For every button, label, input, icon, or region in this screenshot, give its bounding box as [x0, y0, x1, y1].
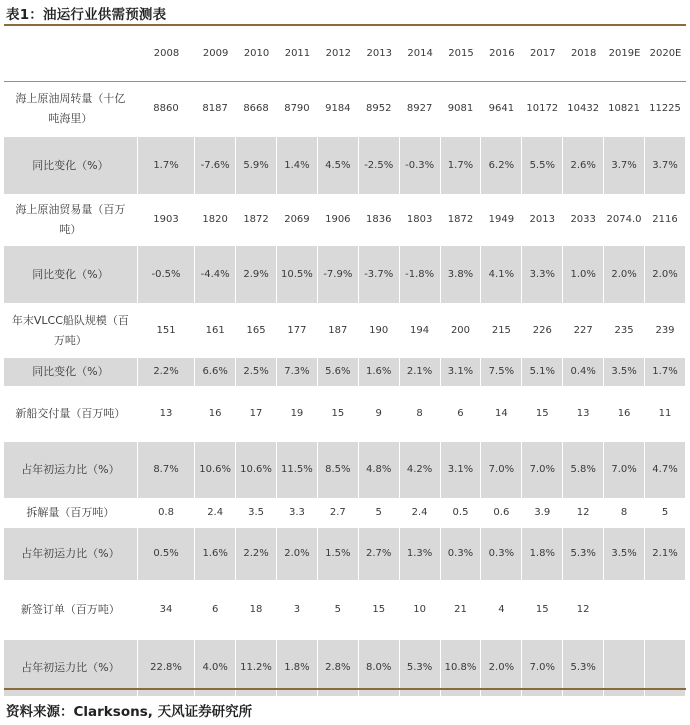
table-cell: 8187	[195, 82, 236, 137]
table-cell: 1.7%	[441, 137, 482, 195]
table-cell: 10.8%	[441, 640, 482, 697]
header-cell-year: 2012	[318, 26, 359, 82]
table-cell: 2.0%	[481, 640, 522, 697]
table-cell: 11.2%	[236, 640, 277, 697]
table-cell: 2.2%	[138, 358, 195, 387]
table-cell: 1.7%	[138, 137, 195, 195]
table-cell: 8.5%	[318, 442, 359, 499]
table-cell: 0.5	[441, 499, 482, 528]
table-cell: 4.5%	[318, 137, 359, 195]
table-cell: 8790	[277, 82, 318, 137]
table-cell: 3.5%	[604, 528, 645, 581]
table-cell: 11	[645, 387, 686, 442]
table-cell: 13	[138, 387, 195, 442]
table-row	[4, 246, 686, 304]
row-label: 拆解量（百万吨）	[4, 499, 138, 528]
table-cell: 1836	[359, 195, 400, 246]
header-cell-year: 2020E	[645, 26, 686, 82]
table-cell: 3.7%	[604, 137, 645, 195]
row-label: 新船交付量（百万吨）	[4, 387, 138, 442]
table-cell: 2.1%	[400, 358, 441, 387]
table-row	[4, 387, 686, 442]
table-cell: 227	[563, 304, 604, 358]
table-cell: 11.5%	[277, 442, 318, 499]
header-cell-year: 2016	[481, 26, 522, 82]
table-row	[4, 195, 686, 246]
table-cell: 15	[359, 581, 400, 640]
table-cell	[645, 581, 686, 640]
table-cell: 12	[563, 499, 604, 528]
table-cell: 215	[481, 304, 522, 358]
table-cell: 4.7%	[645, 442, 686, 499]
table-cell: 239	[645, 304, 686, 358]
table-cell: 10821	[604, 82, 645, 137]
table-cell: 190	[359, 304, 400, 358]
table-cell: 1872	[236, 195, 277, 246]
bottom-rule	[4, 688, 686, 690]
table-cell: 0.8	[138, 499, 195, 528]
table-cell: 2069	[277, 195, 318, 246]
row-label: 占年初运力比（%）	[4, 528, 138, 581]
table-cell: 2.0%	[645, 246, 686, 304]
table-row	[4, 358, 686, 387]
table-cell: 8	[400, 387, 441, 442]
table-cell: 9	[359, 387, 400, 442]
table-cell: 2.4	[195, 499, 236, 528]
table-cell: 3.8%	[441, 246, 482, 304]
table-cell: 34	[138, 581, 195, 640]
table-row	[4, 442, 686, 499]
table-cell: 226	[522, 304, 563, 358]
table-cell: 7.5%	[481, 358, 522, 387]
table-cell: 1949	[481, 195, 522, 246]
table-cell: 7.0%	[522, 640, 563, 697]
table-row	[4, 304, 686, 358]
table-cell: 5.3%	[563, 528, 604, 581]
table-cell: 7.0%	[481, 442, 522, 499]
table-cell: 2.7%	[359, 528, 400, 581]
table-cell: 17	[236, 387, 277, 442]
table-cell: 8.0%	[359, 640, 400, 697]
table-cell: 5.3%	[563, 640, 604, 697]
table-cell: 16	[604, 387, 645, 442]
header-cell-year: 2014	[400, 26, 441, 82]
header-cell-year: 2011	[277, 26, 318, 82]
table-cell: 2.0%	[604, 246, 645, 304]
table-cell: 2116	[645, 195, 686, 246]
table-row	[4, 137, 686, 195]
table-cell: 5.3%	[400, 640, 441, 697]
table-cell: 0.6	[481, 499, 522, 528]
table-cell: 8668	[236, 82, 277, 137]
table-cell: 10432	[563, 82, 604, 137]
table-cell: 15	[522, 387, 563, 442]
table-cell: 8860	[138, 82, 195, 137]
table-cell: 15	[318, 387, 359, 442]
table-cell: 1.8%	[522, 528, 563, 581]
table-cell: 5	[318, 581, 359, 640]
row-label: 新签订单（百万吨）	[4, 581, 138, 640]
table-cell: 194	[400, 304, 441, 358]
table-row	[4, 528, 686, 581]
table-cell: 1903	[138, 195, 195, 246]
source-note: 资料来源：Clarksons, 天风证券研究所	[6, 704, 253, 720]
table-cell: 1872	[441, 195, 482, 246]
table-cell: 16	[195, 387, 236, 442]
table-cell: 187	[318, 304, 359, 358]
table-cell: -4.4%	[195, 246, 236, 304]
table-cell	[604, 581, 645, 640]
table-cell: 2074.0	[604, 195, 645, 246]
table-cell: 3.5	[236, 499, 277, 528]
table-cell: 15	[522, 581, 563, 640]
header-cell-year: 2008	[138, 26, 195, 82]
table-cell: 9184	[318, 82, 359, 137]
table-cell: 8.7%	[138, 442, 195, 499]
table-cell: 10	[400, 581, 441, 640]
table-cell: 5	[359, 499, 400, 528]
table-cell: 151	[138, 304, 195, 358]
header-cell-blank	[4, 26, 138, 82]
table-cell: 1.6%	[359, 358, 400, 387]
table-cell: 8927	[400, 82, 441, 137]
table-cell: 1803	[400, 195, 441, 246]
table-cell: 11225	[645, 82, 686, 137]
table-cell: 235	[604, 304, 645, 358]
table-cell: -7.9%	[318, 246, 359, 304]
table-row	[4, 82, 686, 137]
table-cell: 4.1%	[481, 246, 522, 304]
table-cell: 5.1%	[522, 358, 563, 387]
table-cell: 2.7	[318, 499, 359, 528]
header-cell-year: 2013	[359, 26, 400, 82]
table-cell: -1.8%	[400, 246, 441, 304]
table-cell: 6	[195, 581, 236, 640]
supply-demand-table	[4, 26, 686, 697]
table-cell: 0.3%	[481, 528, 522, 581]
table-cell: 8	[604, 499, 645, 528]
table-cell: 2.0%	[277, 528, 318, 581]
table-cell: 10.5%	[277, 246, 318, 304]
table-cell: 2.5%	[236, 358, 277, 387]
table-cell: 5.5%	[522, 137, 563, 195]
table-cell: -3.7%	[359, 246, 400, 304]
table-cell: 4	[481, 581, 522, 640]
header-cell-year: 2019E	[604, 26, 645, 82]
table-cell: 0.3%	[441, 528, 482, 581]
table-cell: 1820	[195, 195, 236, 246]
table-cell: 0.5%	[138, 528, 195, 581]
table-cell: 2.4	[400, 499, 441, 528]
table-cell: 3	[277, 581, 318, 640]
row-label: 海上原油周转量（十亿吨海里）	[4, 82, 138, 137]
header-cell-year: 2009	[195, 26, 236, 82]
row-label: 占年初运力比（%）	[4, 442, 138, 499]
table-cell: 1.5%	[318, 528, 359, 581]
table-cell: 177	[277, 304, 318, 358]
table-cell: 2.9%	[236, 246, 277, 304]
table-cell: 1.0%	[563, 246, 604, 304]
table-cell: 2.1%	[645, 528, 686, 581]
table-cell: 5.6%	[318, 358, 359, 387]
header-cell-year: 2017	[522, 26, 563, 82]
table-cell: -0.3%	[400, 137, 441, 195]
header-cell-year: 2018	[563, 26, 604, 82]
table-cell: 9641	[481, 82, 522, 137]
table-cell: 21	[441, 581, 482, 640]
table-cell: 3.1%	[441, 358, 482, 387]
table-cell: 5.8%	[563, 442, 604, 499]
table-cell: 3.5%	[604, 358, 645, 387]
header-cell-year: 2010	[236, 26, 277, 82]
table-cell: 5.9%	[236, 137, 277, 195]
table-cell: 13	[563, 387, 604, 442]
table-cell: 6	[441, 387, 482, 442]
table-cell: 3.1%	[441, 442, 482, 499]
table-cell: 1.6%	[195, 528, 236, 581]
table-cell: 19	[277, 387, 318, 442]
table-cell: 1906	[318, 195, 359, 246]
row-label: 年末VLCC船队规模（百万吨）	[4, 304, 138, 358]
row-label: 海上原油贸易量（百万吨）	[4, 195, 138, 246]
table-cell: 3.7%	[645, 137, 686, 195]
table-cell: 10.6%	[195, 442, 236, 499]
table-cell: 165	[236, 304, 277, 358]
table-row	[4, 581, 686, 640]
table-cell: 2.6%	[563, 137, 604, 195]
table-cell: 1.3%	[400, 528, 441, 581]
table-cell: 9081	[441, 82, 482, 137]
table-cell: 4.8%	[359, 442, 400, 499]
row-label: 占年初运力比（%）	[4, 640, 138, 697]
table-cell: -0.5%	[138, 246, 195, 304]
table-cell: 8952	[359, 82, 400, 137]
table-cell: 12	[563, 581, 604, 640]
table-cell: 2013	[522, 195, 563, 246]
table-cell: 22.8%	[138, 640, 195, 697]
header-row	[4, 26, 686, 82]
table-row	[4, 499, 686, 528]
table-cell: 7.0%	[604, 442, 645, 499]
table-cell: -7.6%	[195, 137, 236, 195]
header-cell-year: 2015	[441, 26, 482, 82]
table-cell: 6.2%	[481, 137, 522, 195]
table-cell: 2033	[563, 195, 604, 246]
table-cell: 3.3	[277, 499, 318, 528]
table-cell: 4.2%	[400, 442, 441, 499]
table-cell: 5	[645, 499, 686, 528]
table-cell: 1.4%	[277, 137, 318, 195]
row-label: 同比变化（%）	[4, 358, 138, 387]
table-cell: 14	[481, 387, 522, 442]
table-cell: 18	[236, 581, 277, 640]
table-title: 表1：油运行业供需预测表	[6, 7, 167, 23]
table-cell: 7.3%	[277, 358, 318, 387]
table-cell: 2.2%	[236, 528, 277, 581]
table-cell: 3.3%	[522, 246, 563, 304]
row-label: 同比变化（%）	[4, 246, 138, 304]
table-cell: 4.0%	[195, 640, 236, 697]
row-label: 同比变化（%）	[4, 137, 138, 195]
table-cell: 200	[441, 304, 482, 358]
table-cell: 1.8%	[277, 640, 318, 697]
table-cell: 10172	[522, 82, 563, 137]
table-cell: 10.6%	[236, 442, 277, 499]
table-cell: 7.0%	[522, 442, 563, 499]
table-cell: 0.4%	[563, 358, 604, 387]
table-cell: 2.8%	[318, 640, 359, 697]
table-cell: 161	[195, 304, 236, 358]
table-cell: 1.7%	[645, 358, 686, 387]
table-cell: -2.5%	[359, 137, 400, 195]
table-cell: 3.9	[522, 499, 563, 528]
table-cell: 6.6%	[195, 358, 236, 387]
